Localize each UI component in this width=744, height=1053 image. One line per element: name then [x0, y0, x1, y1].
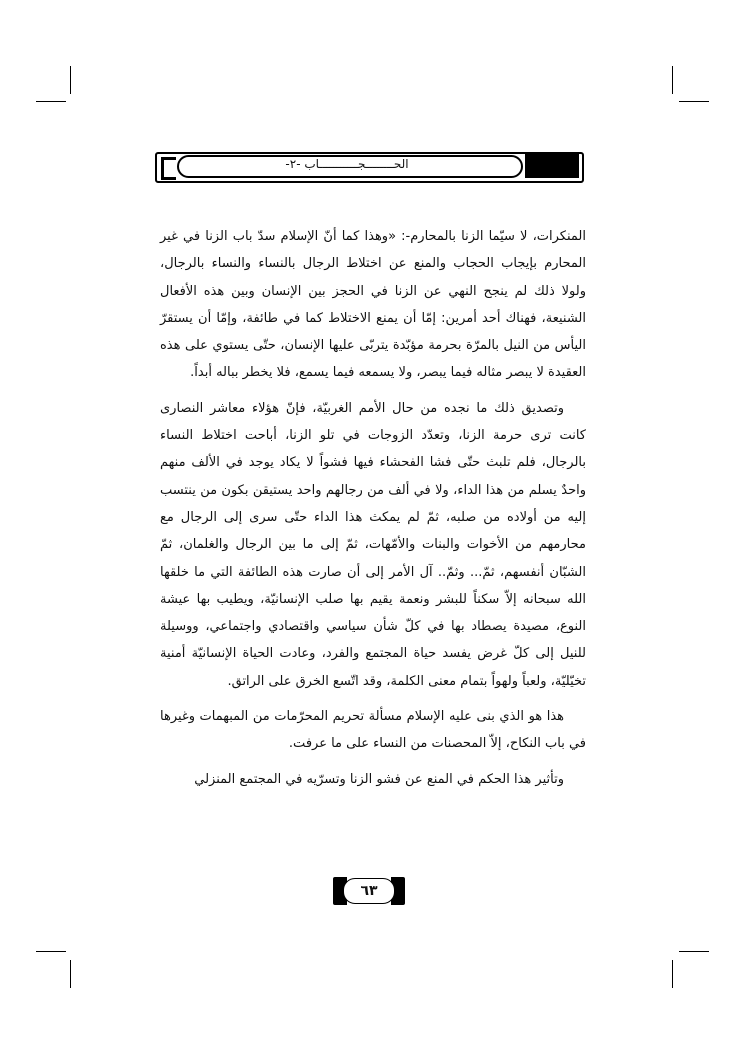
paragraph: وتصديق ذلك ما نجده من حال الأمم الغربيّة، فإنّ هؤلاء معاشر النصارى كانت ترى حرمة الزنا، وتعدّد الزوجات في تلو الزنا، أباحت اختلاط النساء بالرجال، فلم تلبث حتّى فشا الفحشاء فيها فشواً لا يكاد يوجد في الألف منهم واحدٌ يسلم من هذا الداء، ولا في ألف من رجالهم واحد يستيقن بكون من ينتسب إليه من أولاده من صلبه، ثمّ لم يمكث هذا الداء حتّى سرى إلى الرجال مع محارمهم من الأخوات والبنات والأمّهات، ثمّ إلى ما بين الرجال والغلمان، ثمّ الشبّان أنفسهم، ثمّ... وثمّ.. آل الأمر إلى أن صارت هذه الطائفة التي ما خلقها الله سبحانه إلاّ سكناً للبشر ونعمة يقيم بها صلب الإنسانيّة، ويطيب بها عيشة النوع، مصيدة يصطاد بها في كلّ شأن سياسي واقتصادي واجتماعي، ووسيلة للنيل إلى كلّ غرض يفسد حياة المجتمع والفرد، وعادت الحياة الإنسانيّة أمنية تخيّليّة، ولعباً ولهواً بتمام معنى الكلمة، وقد اتّسع الخرق على الراتق.	[160, 400, 586, 689]
crop-mark-top-right-horizontal	[679, 101, 709, 102]
paragraph: هذا هو الذي بنى عليه الإسلام مسألة تحريم المحرّمات من المبهمات وغيرها في باب النكاح، إلاّ المحصنات من النساء على ما عرفت.	[160, 709, 586, 752]
page-header	[155, 152, 584, 183]
crop-mark-top-left-vertical	[70, 66, 71, 94]
header-fill-ornament	[525, 154, 579, 178]
crop-mark-top-left-horizontal	[36, 101, 66, 102]
paragraph: وتأثير هذا الحكم في المنع عن فشو الزنا وتسرّيه في المجتمع المنزلي	[194, 771, 564, 787]
crop-mark-top-right-vertical	[672, 66, 673, 94]
body-text	[160, 223, 586, 793]
crop-mark-bottom-left-horizontal	[36, 951, 66, 952]
page-number: ٦٣	[360, 883, 378, 899]
crop-mark-bottom-left-vertical	[70, 960, 71, 988]
paragraph: المنكرات، لا سيّما الزنا بالمحارم-: «وهذا كما أنّ الإسلام سدّ باب الزنا في غير المحارم بإيجاب الحجاب والمنع عن اختلاط الرجال بالنساء والنساء بالرجال، ولولا ذلك لم ينجح النهي عن الزنا في الحجز بين الإنسان وبين هذه الأفعال الشنيعة، فهناك أحد أمرين: إمّا أن يمنع الاختلاط كما في طائفة، وإمّا أن يستقرّ اليأس من النيل بالمرّة بحرمة مؤبّدة يتربّى عليها الإنسان، حتّى يستوي على هذه العقيدة لا يبصر مثاله فيما يبصر، ولا يسمعه فيما يسمع، فلا يخطر بباله أبداً.	[160, 229, 586, 381]
page-number-frame	[333, 877, 405, 905]
crop-mark-bottom-right-horizontal	[679, 951, 709, 952]
running-head: الحــــــــجـــــــــــاب -٢-	[285, 157, 409, 171]
crop-mark-bottom-right-vertical	[672, 960, 673, 988]
header-bracket-ornament	[161, 157, 176, 180]
